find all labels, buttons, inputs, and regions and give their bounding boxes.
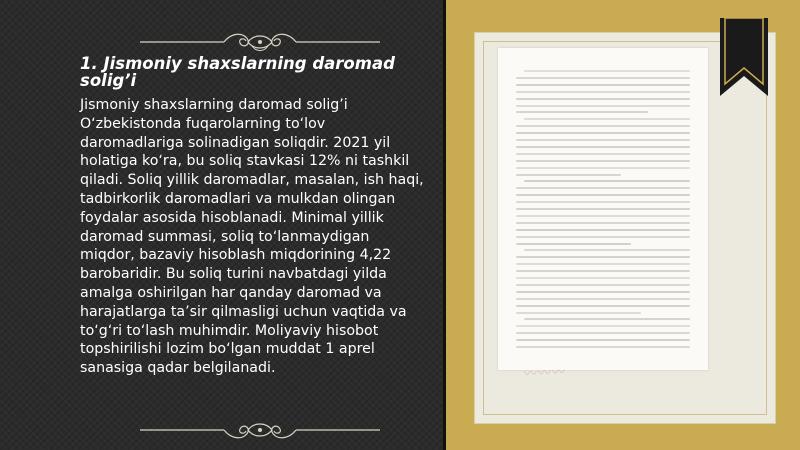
document-text-line [516,146,690,148]
document-text-line [516,229,690,231]
document-text-line [516,243,631,245]
document-text-line [516,174,621,176]
panel-divider [443,0,446,450]
document-text-line [516,236,690,238]
document-text-line [516,263,690,265]
document-text-line [516,77,690,79]
slide-title: 1. Jismoniy shaxslarning daromad solig’i [80,54,395,90]
document-text-line [516,298,690,300]
flourish-divider-bottom-icon [140,418,380,442]
document-text-line [516,325,690,327]
document-text-line [516,291,690,293]
document-text-line [516,105,690,107]
document-text-line [516,201,690,203]
slide-body-text: Jismoniy shaxslarning daromad solig’i O‘zbekistonda fuqarolarning to‘lov daromadlariga solinadigan soliqdir. 2021 yil holatiga ko‘ra, bu soliq stavkasi 12% ni tashkil qiladi. Soliq yillik daromadlar, masalan, ish haqi, tadbirkorlik daromadlari va mulkdan olingan foydalar asosida hisoblanadi. Minimal yillik daromad summasi, soliq to‘lanmaydigan miqdor, bazaviy hisoblash miqdorining 4,22 barobaridir. Bu soliq turini navbatdagi yilda amalga oshirilgan har qanday daromad va harajatlarga ta’sir qilmasligi uchun vaqtida va to‘g‘ri to‘lash muhimdir. Moliyaviy hisobot topshirilishi lozim bo‘lgan muddat 1 aprel sanasiga qadar belgilanadi. [80,97,424,377]
document-text-line [516,332,690,334]
document-text-line [516,277,690,279]
document-text-line [516,91,690,93]
document-text-line [524,118,690,120]
flourish-divider-icon [140,30,380,54]
document-text-line [516,256,690,258]
document-text-line [516,339,690,341]
document-text-line [516,84,690,86]
document-text-line [516,111,648,113]
document-text-line [524,70,690,72]
document-text-line [524,180,690,182]
document-text-line [516,125,690,127]
document-text-line [516,132,690,134]
document-text-line [516,160,690,162]
document-text-line [524,249,690,251]
document-text-line [516,284,690,286]
document-text-line [516,187,690,189]
document-text-line [516,167,690,169]
document-text-line [516,270,690,272]
ribbon-bookmark-icon [718,18,770,102]
document-text-line [516,222,690,224]
document-text-line [516,312,641,314]
document-text-line [516,98,690,100]
document-text-line [516,305,690,307]
document-text-line [516,208,690,210]
document-text-line [516,215,690,217]
document-text-line [516,194,690,196]
document-text-line [524,318,690,320]
document-text-line [516,153,690,155]
document-text-line [516,139,690,141]
document-signature-mark: 〰〰〰 [523,364,567,383]
document-text-line [516,346,690,348]
document-image [498,48,708,370]
